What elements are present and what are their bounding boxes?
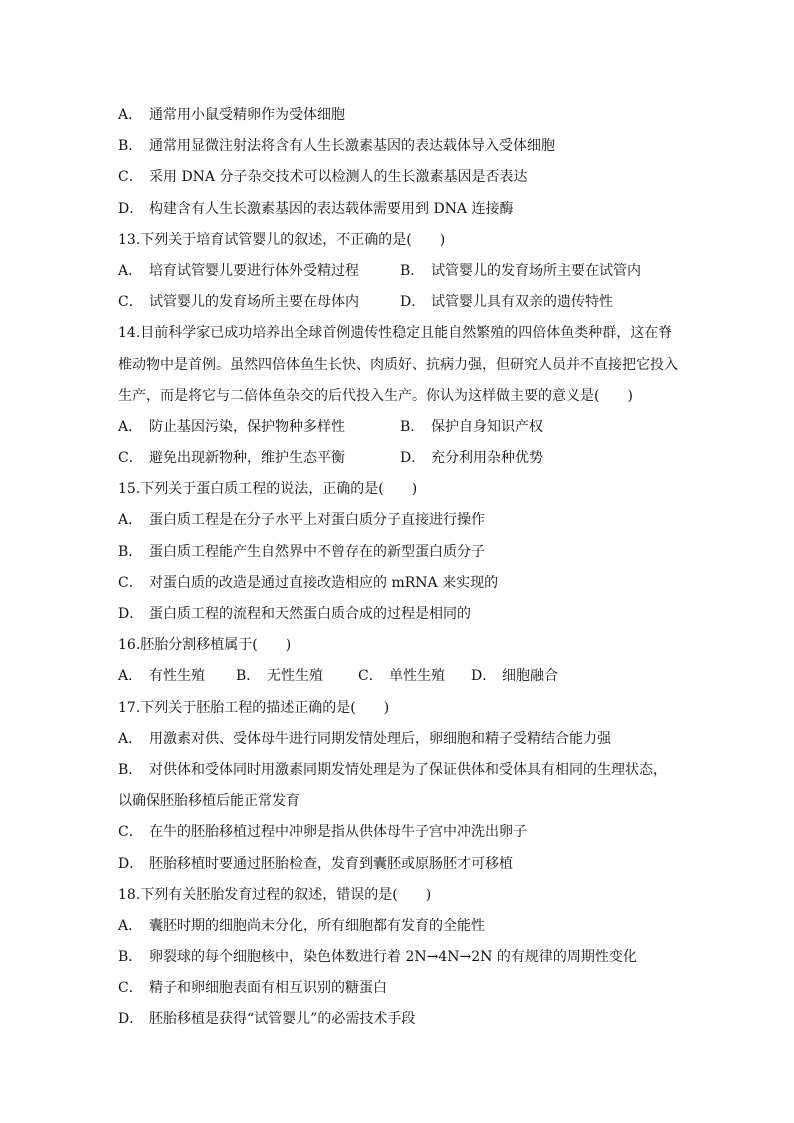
- question-13-options-row-1: [118, 256, 678, 287]
- option-text: 通常用显微注射法将含有人生长激素基因的表达载体导入受体细胞: [149, 138, 555, 155]
- option-17b-continued: [118, 786, 678, 817]
- option-label: A．: [118, 262, 143, 279]
- option-label: D．: [118, 606, 144, 622]
- option-label: B．: [118, 761, 143, 778]
- question-12-options: [118, 100, 678, 225]
- option-text: 试管婴儿的发育场所主要在母体内: [149, 294, 359, 311]
- option-label: B．: [400, 262, 425, 279]
- option-15b: [118, 537, 678, 568]
- option-label: B．: [118, 949, 143, 966]
- option-13a: [118, 256, 400, 287]
- option-text: 采用 DNA 分子杂交技术可以检测人的生长激素基因是否表达: [149, 169, 528, 186]
- option-text: 防止基因污染，保护物种多样性: [149, 418, 345, 435]
- option-text: 蛋白质工程的流程和天然蛋白质合成的过程是相同的: [149, 606, 471, 622]
- option-text: 蛋白质工程是在分子水平上对蛋白质分子直接进行操作: [149, 512, 485, 529]
- option-18d: [118, 1004, 678, 1035]
- question-list: [118, 100, 678, 1036]
- option-text: 胚胎移植是获得“试管婴儿”的必需技术手段: [149, 1011, 416, 1028]
- option-text: 培育试管婴儿要进行体外受精过程: [149, 262, 359, 279]
- option-label: B．: [400, 418, 425, 435]
- option-text: 胚胎移植时要通过胚胎检查，发育到囊胚或原肠胚才可移植: [149, 855, 513, 872]
- option-label: C．: [118, 980, 143, 997]
- option-text: 精子和卵细胞表面有相互识别的糖蛋白: [149, 980, 387, 997]
- option-label: D．: [118, 855, 144, 872]
- question-14-stem-line: 14.目前科学家已成功培养出全球首例遗传性稳定且能自然繁殖的四倍体鱼类种群，这在脊: [118, 325, 673, 342]
- option-text: 在牛的胚胎移植过程中冲卵是指从供体母牛子宫中冲洗出卵子: [149, 824, 527, 841]
- option-14d: [400, 443, 543, 474]
- question-13-stem: 13.下列关于培育试管婴儿的叙述，不正确的是( ): [118, 231, 446, 248]
- option-13c: [118, 287, 400, 318]
- option-12d: [118, 194, 678, 225]
- question-16-stem: 16.胚胎分割移植属于( ): [118, 637, 292, 654]
- question-13: [118, 225, 678, 319]
- option-label: C．: [118, 824, 143, 841]
- option-13b: [400, 256, 641, 287]
- option-text: 充分利用杂种优势: [431, 450, 543, 467]
- option-label: D．: [400, 294, 426, 311]
- question-18-stem: 18.下列有关胚胎发育过程的叙述，错误的是( ): [118, 886, 432, 903]
- option-label: A．: [118, 512, 143, 529]
- option-15a: [118, 505, 678, 536]
- option-label: A．: [118, 668, 143, 685]
- option-15c: [118, 568, 678, 599]
- option-label: A．: [118, 730, 143, 747]
- question-14: [118, 318, 678, 474]
- option-18b: [118, 942, 678, 973]
- option-label: D．: [400, 450, 426, 467]
- option-label: A．: [118, 418, 143, 435]
- option-12c: [118, 162, 678, 193]
- option-label: C．: [118, 450, 143, 467]
- question-16: [118, 630, 678, 692]
- question-14-options-row-2: [118, 443, 678, 474]
- option-label: D．: [471, 668, 497, 685]
- option-16d: [471, 661, 558, 692]
- option-14c: [118, 443, 400, 474]
- option-text: 囊胚时期的细胞尚未分化，所有细胞都有发育的全能性: [149, 917, 485, 934]
- option-18c: [118, 973, 678, 1004]
- option-text: 通常用小鼠受精卵作为受体细胞: [149, 107, 345, 123]
- question-15: [118, 474, 678, 630]
- question-14-stem-line: 生产，而是将它与二倍体鱼杂交的后代投入生产。你认为这样做主要的意义是( ): [118, 387, 633, 404]
- option-14b: [400, 412, 543, 443]
- option-16c: [358, 661, 471, 692]
- option-text: 试管婴儿具有双亲的遗传特性: [431, 294, 613, 311]
- option-15d: [118, 599, 678, 630]
- option-label: C．: [358, 668, 383, 685]
- question-16-options-row: [118, 661, 678, 692]
- option-text: 以确保胚胎移植后能正常发育: [118, 793, 300, 810]
- option-label: C．: [118, 574, 143, 591]
- option-text: 试管婴儿的发育场所主要在试管内: [431, 262, 641, 279]
- option-text: 无性生殖: [267, 668, 323, 685]
- option-label: A．: [118, 107, 143, 123]
- option-label: B．: [118, 138, 143, 155]
- option-17a: [118, 724, 678, 755]
- option-label: B．: [118, 543, 143, 560]
- option-13d: [400, 287, 613, 318]
- question-18: [118, 880, 678, 1036]
- option-text: 保护自身知识产权: [431, 418, 543, 435]
- option-16a: [118, 661, 236, 692]
- option-14a: [118, 412, 400, 443]
- option-text: 细胞融合: [502, 668, 558, 685]
- option-text: 构建含有人生长激素基因的表达载体需要用到 DNA 连接酶: [149, 200, 514, 217]
- option-label: C．: [118, 169, 143, 186]
- option-text: 对蛋白质的改造是通过直接改造相应的 mRNA 来实现的: [149, 574, 499, 591]
- option-label: A．: [118, 917, 143, 934]
- option-12b: [118, 131, 678, 162]
- option-text: 有性生殖: [149, 668, 205, 685]
- option-text: 蛋白质工程能产生自然界中不曾存在的新型蛋白质分子: [149, 543, 485, 560]
- option-label: D．: [118, 1011, 144, 1028]
- question-15-stem: 15.下列关于蛋白质工程的说法，正确的是( ): [118, 481, 418, 498]
- option-text: 卵裂球的每个细胞核中，染色体数进行着 2N→4N→2N 的有规律的周期性变化: [149, 949, 637, 966]
- question-14-options-row-1: [118, 412, 678, 443]
- option-17c: [118, 817, 678, 848]
- option-label: C．: [118, 294, 143, 311]
- option-17d: [118, 849, 678, 880]
- option-text: 对供体和受体同时用激素同期发情处理是为了保证供体和受体具有相同的生理状态，: [149, 761, 667, 778]
- question-17: [118, 693, 678, 880]
- option-17b: [118, 755, 678, 786]
- option-16b: [236, 661, 358, 692]
- option-12a: [118, 100, 678, 131]
- question-14-stem-line: 椎动物中是首例。虽然四倍体鱼生长快、肉质好、抗病力强，但研究人员并不直接把它投入: [118, 356, 678, 373]
- option-text: 避免出现新物种，维护生态平衡: [149, 450, 345, 467]
- option-text: 用激素对供、受体母牛进行同期发情处理后，卵细胞和精子受精结合能力强: [149, 730, 611, 747]
- question-17-stem: 17.下列关于胚胎工程的描述正确的是( ): [118, 699, 390, 716]
- option-label: B．: [236, 668, 261, 685]
- question-13-options-row-2: [118, 287, 678, 318]
- option-text: 单性生殖: [389, 668, 445, 685]
- option-18a: [118, 911, 678, 942]
- option-label: D．: [118, 200, 144, 217]
